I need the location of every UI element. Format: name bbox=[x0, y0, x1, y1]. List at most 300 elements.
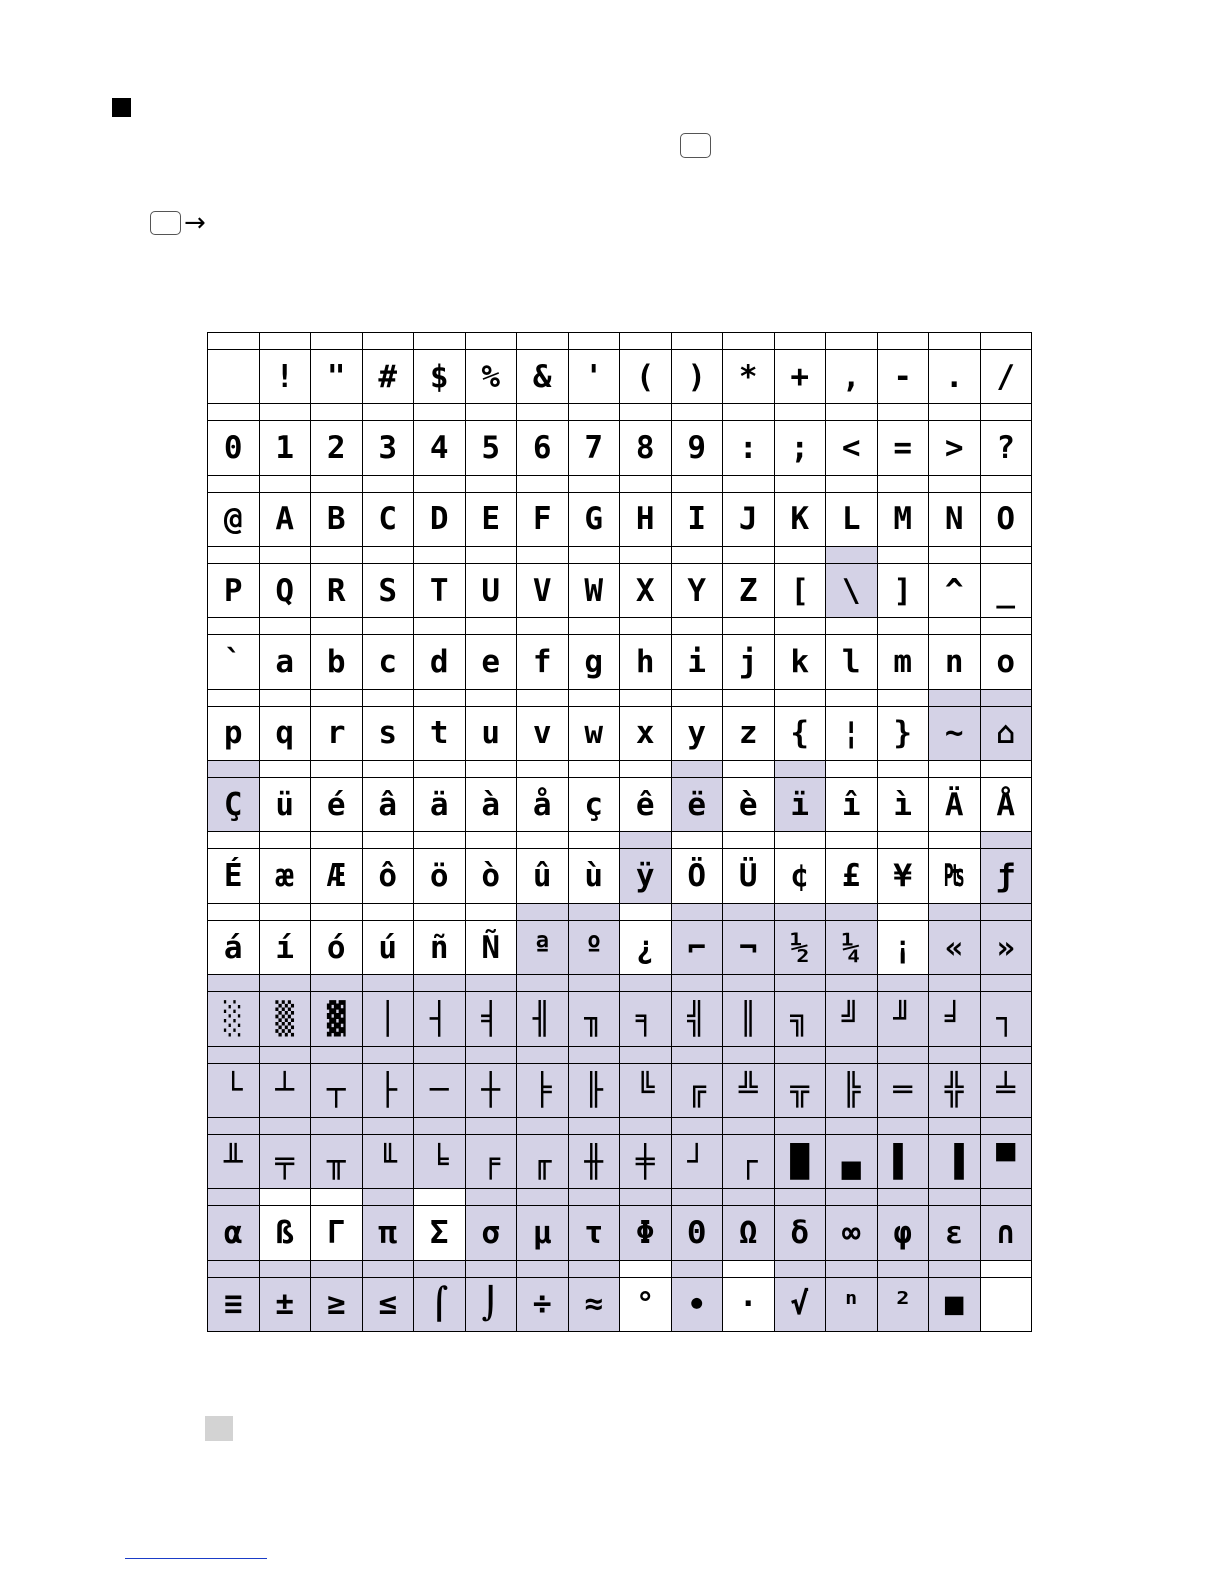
character-glyph: N bbox=[944, 501, 964, 538]
table-cell bbox=[260, 1261, 312, 1332]
table-cell bbox=[620, 1189, 672, 1260]
table-cell bbox=[981, 476, 1033, 547]
table-cell bbox=[466, 1261, 518, 1332]
table-cell bbox=[466, 404, 518, 475]
character-glyph: ┌ bbox=[738, 1143, 758, 1180]
table-cell bbox=[929, 476, 981, 547]
table-cell bbox=[208, 476, 260, 547]
table-cell bbox=[569, 333, 621, 404]
table-cell bbox=[517, 618, 569, 689]
character-glyph: # bbox=[378, 358, 398, 395]
table-cell bbox=[672, 690, 724, 761]
character-glyph: ─ bbox=[429, 1072, 449, 1109]
table-cell bbox=[981, 761, 1033, 832]
table-cell bbox=[260, 1189, 312, 1260]
table-cell bbox=[723, 547, 775, 618]
table-cell bbox=[311, 1189, 363, 1260]
table-cell bbox=[569, 476, 621, 547]
table-cell bbox=[260, 761, 312, 832]
table-cell bbox=[208, 1118, 260, 1189]
table-cell bbox=[208, 404, 260, 475]
table-cell bbox=[260, 832, 312, 903]
character-glyph: ( bbox=[635, 358, 655, 395]
character-glyph: ⌂ bbox=[996, 715, 1016, 752]
character-glyph: D bbox=[429, 501, 449, 538]
table-cell bbox=[311, 975, 363, 1046]
character-glyph: ┘ bbox=[687, 1143, 707, 1180]
table-cell bbox=[260, 476, 312, 547]
table-cell bbox=[878, 476, 930, 547]
table-cell bbox=[723, 476, 775, 547]
character-glyph: ú bbox=[378, 929, 398, 966]
character-glyph: , bbox=[841, 358, 861, 395]
character-glyph: ± bbox=[275, 1286, 295, 1323]
character-glyph: ü bbox=[275, 786, 295, 823]
character-glyph: ╔ bbox=[687, 1072, 707, 1109]
character-glyph: ║ bbox=[738, 1000, 758, 1037]
character-glyph: Φ bbox=[635, 1214, 655, 1251]
character-glyph: Å bbox=[996, 786, 1016, 823]
character-glyph: 8 bbox=[635, 430, 655, 467]
table-cell bbox=[363, 690, 415, 761]
table-cell bbox=[981, 1047, 1033, 1118]
table-cell bbox=[775, 333, 827, 404]
table-cell bbox=[260, 1047, 312, 1118]
table-cell bbox=[723, 1261, 775, 1332]
table-cell bbox=[775, 1261, 827, 1332]
character-glyph: p bbox=[223, 715, 243, 752]
character-glyph: t bbox=[429, 715, 449, 752]
table-cell bbox=[569, 975, 621, 1046]
table-cell bbox=[826, 904, 878, 975]
table-cell bbox=[878, 1189, 930, 1260]
table-cell bbox=[363, 975, 415, 1046]
character-glyph: f bbox=[532, 644, 552, 681]
table-cell bbox=[981, 1189, 1033, 1260]
character-glyph: α bbox=[223, 1214, 243, 1251]
character-glyph: ├ bbox=[378, 1072, 398, 1109]
table-cell bbox=[826, 618, 878, 689]
table-cell bbox=[414, 547, 466, 618]
character-glyph: ∙ bbox=[687, 1286, 707, 1323]
table-cell bbox=[311, 618, 363, 689]
character-glyph: í bbox=[275, 929, 295, 966]
table-cell bbox=[466, 476, 518, 547]
character-glyph: Ö bbox=[687, 858, 707, 895]
character-glyph: ╜ bbox=[893, 1000, 913, 1037]
table-cell bbox=[517, 975, 569, 1046]
table-cell bbox=[569, 618, 621, 689]
table-cell bbox=[208, 904, 260, 975]
table-cell bbox=[672, 832, 724, 903]
character-glyph: I bbox=[687, 501, 707, 538]
character-glyph: ╬ bbox=[944, 1072, 964, 1109]
character-glyph: ┬ bbox=[326, 1072, 346, 1109]
character-glyph: ¦ bbox=[841, 715, 861, 752]
character-glyph: ! bbox=[275, 358, 295, 395]
character-glyph: X bbox=[635, 572, 655, 609]
character-glyph: h bbox=[635, 644, 655, 681]
character-glyph: ê bbox=[635, 786, 655, 823]
character-glyph: ) bbox=[687, 358, 707, 395]
table-cell bbox=[363, 1118, 415, 1189]
character-glyph: E bbox=[481, 501, 501, 538]
table-cell bbox=[260, 975, 312, 1046]
table-cell bbox=[208, 547, 260, 618]
table-cell bbox=[620, 1047, 672, 1118]
character-glyph: M bbox=[893, 501, 913, 538]
table-cell bbox=[208, 1261, 260, 1332]
table-cell bbox=[723, 904, 775, 975]
table-cell bbox=[723, 1047, 775, 1118]
table-cell bbox=[723, 333, 775, 404]
character-glyph: s bbox=[378, 715, 398, 752]
character-glyph: : bbox=[738, 430, 758, 467]
table-cell bbox=[569, 1047, 621, 1118]
table-cell bbox=[311, 547, 363, 618]
character-glyph: ╛ bbox=[944, 1000, 964, 1037]
table-cell bbox=[672, 476, 724, 547]
character-glyph: ╕ bbox=[635, 1000, 655, 1037]
table-cell bbox=[826, 1118, 878, 1189]
character-glyph: ¬ bbox=[738, 929, 758, 966]
character-glyph: ╝ bbox=[841, 1000, 861, 1037]
character-glyph bbox=[208, 351, 259, 403]
character-glyph: P bbox=[223, 572, 243, 609]
character-glyph: ¥ bbox=[893, 858, 913, 895]
character-glyph: φ bbox=[893, 1214, 913, 1251]
character-glyph: _ bbox=[996, 572, 1016, 609]
character-glyph: └ bbox=[223, 1072, 243, 1109]
character-glyph: u bbox=[481, 715, 501, 752]
table-cell bbox=[672, 1189, 724, 1260]
table-cell bbox=[672, 975, 724, 1046]
table-cell bbox=[775, 1118, 827, 1189]
table-cell bbox=[672, 1261, 724, 1332]
character-glyph: É bbox=[223, 858, 243, 895]
character-glyph: + bbox=[790, 358, 810, 395]
table-cell bbox=[775, 404, 827, 475]
character-glyph: 9 bbox=[687, 430, 707, 467]
table-cell bbox=[620, 761, 672, 832]
table-cell bbox=[826, 404, 878, 475]
table-cell bbox=[723, 404, 775, 475]
table-cell bbox=[517, 476, 569, 547]
character-glyph: î bbox=[841, 786, 861, 823]
key-box-icon bbox=[150, 211, 181, 235]
character-glyph: $ bbox=[429, 358, 449, 395]
table-cell bbox=[981, 832, 1033, 903]
character-glyph: ╚ bbox=[635, 1072, 655, 1109]
table-cell bbox=[569, 547, 621, 618]
character-glyph: à bbox=[481, 786, 501, 823]
table-cell bbox=[414, 333, 466, 404]
table-cell bbox=[775, 1047, 827, 1118]
table-cell bbox=[208, 761, 260, 832]
table-cell bbox=[981, 904, 1033, 975]
table-cell bbox=[981, 618, 1033, 689]
table-cell bbox=[981, 690, 1033, 761]
table-cell bbox=[929, 1047, 981, 1118]
table-cell bbox=[826, 975, 878, 1046]
character-glyph: Ä bbox=[944, 786, 964, 823]
character-glyph: ⌠ bbox=[429, 1286, 449, 1323]
character-glyph: W bbox=[584, 572, 604, 609]
table-cell bbox=[311, 690, 363, 761]
character-glyph: j bbox=[738, 644, 758, 681]
table-cell bbox=[363, 761, 415, 832]
character-glyph: Θ bbox=[687, 1214, 707, 1251]
character-glyph: ï bbox=[790, 786, 810, 823]
table-cell bbox=[620, 333, 672, 404]
character-glyph: F bbox=[532, 501, 552, 538]
character-glyph: á bbox=[223, 929, 243, 966]
table-cell bbox=[929, 547, 981, 618]
table-cell bbox=[466, 975, 518, 1046]
table-cell bbox=[466, 618, 518, 689]
character-glyph: ▄ bbox=[841, 1143, 861, 1180]
character-glyph: & bbox=[532, 358, 552, 395]
character-glyph: ┼ bbox=[481, 1072, 501, 1109]
table-cell bbox=[981, 975, 1033, 1046]
table-cell bbox=[208, 333, 260, 404]
table-cell bbox=[311, 333, 363, 404]
table-cell bbox=[466, 832, 518, 903]
character-glyph: Ω bbox=[738, 1214, 758, 1251]
character-glyph: Ç bbox=[223, 786, 243, 823]
character-glyph: ╤ bbox=[275, 1143, 295, 1180]
character-glyph: ■ bbox=[944, 1286, 964, 1323]
table-cell bbox=[414, 1261, 466, 1332]
table-cell bbox=[311, 761, 363, 832]
character-glyph: ì bbox=[893, 786, 913, 823]
table-cell bbox=[414, 1189, 466, 1260]
character-glyph: l bbox=[841, 644, 861, 681]
table-cell bbox=[311, 832, 363, 903]
table-cell bbox=[929, 761, 981, 832]
table-cell bbox=[208, 1189, 260, 1260]
table-cell bbox=[466, 1118, 518, 1189]
character-glyph: « bbox=[944, 929, 964, 966]
character-glyph: ° bbox=[635, 1286, 655, 1323]
character-glyph: Y bbox=[687, 572, 707, 609]
table-cell bbox=[878, 761, 930, 832]
character-glyph: σ bbox=[481, 1214, 501, 1251]
character-glyph: ¼ bbox=[841, 929, 861, 966]
character-glyph: q bbox=[275, 715, 295, 752]
table-cell bbox=[414, 761, 466, 832]
character-glyph: ` bbox=[223, 644, 243, 681]
character-glyph: ₧ bbox=[944, 858, 964, 895]
table-cell bbox=[620, 690, 672, 761]
table-cell bbox=[466, 1047, 518, 1118]
character-glyph: ≈ bbox=[584, 1286, 604, 1323]
character-glyph: ╧ bbox=[996, 1072, 1016, 1109]
character-glyph: · bbox=[738, 1286, 758, 1323]
character-glyph: ╞ bbox=[532, 1072, 552, 1109]
character-glyph: > bbox=[944, 430, 964, 467]
table-cell bbox=[929, 690, 981, 761]
table-cell bbox=[517, 904, 569, 975]
table-cell bbox=[363, 832, 415, 903]
character-glyph: ù bbox=[584, 858, 604, 895]
character-glyph: \ bbox=[841, 572, 861, 609]
character-glyph: d bbox=[429, 644, 449, 681]
character-glyph: µ bbox=[532, 1214, 552, 1251]
table-cell bbox=[414, 975, 466, 1046]
character-glyph: Ü bbox=[738, 858, 758, 895]
table-cell bbox=[878, 333, 930, 404]
character-glyph: c bbox=[378, 644, 398, 681]
table-cell bbox=[569, 1261, 621, 1332]
character-glyph: z bbox=[738, 715, 758, 752]
character-glyph: æ bbox=[275, 858, 295, 895]
table-cell bbox=[826, 690, 878, 761]
character-glyph bbox=[981, 1279, 1032, 1331]
character-glyph: ░ bbox=[223, 1000, 243, 1037]
character-glyph: v bbox=[532, 715, 552, 752]
table-cell bbox=[775, 761, 827, 832]
character-glyph: J bbox=[738, 501, 758, 538]
character-glyph: â bbox=[378, 786, 398, 823]
table-cell bbox=[466, 690, 518, 761]
table-cell bbox=[981, 404, 1033, 475]
character-glyph: Q bbox=[275, 572, 295, 609]
footer-rule bbox=[125, 1558, 267, 1559]
table-cell bbox=[723, 690, 775, 761]
table-cell bbox=[672, 618, 724, 689]
character-glyph: y bbox=[687, 715, 707, 752]
character-glyph: ª bbox=[532, 929, 552, 966]
table-cell bbox=[517, 690, 569, 761]
character-glyph: τ bbox=[584, 1214, 604, 1251]
table-cell bbox=[826, 1261, 878, 1332]
table-cell bbox=[311, 404, 363, 475]
character-glyph: │ bbox=[378, 1000, 398, 1037]
table-cell bbox=[826, 761, 878, 832]
character-glyph: ╦ bbox=[790, 1072, 810, 1109]
character-glyph: k bbox=[790, 644, 810, 681]
character-glyph: % bbox=[481, 358, 501, 395]
table-cell bbox=[723, 761, 775, 832]
table-cell bbox=[466, 547, 518, 618]
character-glyph: e bbox=[481, 644, 501, 681]
character-glyph: g bbox=[584, 644, 604, 681]
character-glyph: H bbox=[635, 501, 655, 538]
table-cell bbox=[723, 1189, 775, 1260]
character-glyph: å bbox=[532, 786, 552, 823]
table-cell bbox=[517, 1189, 569, 1260]
table-cell bbox=[826, 832, 878, 903]
table-cell bbox=[208, 1047, 260, 1118]
table-cell bbox=[569, 1189, 621, 1260]
character-glyph: ä bbox=[429, 786, 449, 823]
table-cell bbox=[260, 333, 312, 404]
character-glyph: ╙ bbox=[378, 1143, 398, 1180]
table-cell bbox=[466, 1189, 518, 1260]
table-cell bbox=[517, 1047, 569, 1118]
table-cell bbox=[260, 404, 312, 475]
character-glyph: ┴ bbox=[275, 1072, 295, 1109]
character-glyph: " bbox=[326, 358, 346, 395]
character-glyph: ╣ bbox=[687, 1000, 707, 1037]
character-glyph: { bbox=[790, 715, 810, 752]
table-cell bbox=[878, 404, 930, 475]
table-cell bbox=[517, 832, 569, 903]
character-glyph: █ bbox=[790, 1143, 810, 1180]
character-glyph: G bbox=[584, 501, 604, 538]
table-cell bbox=[620, 1261, 672, 1332]
character-glyph: ò bbox=[481, 858, 501, 895]
character-glyph: ë bbox=[687, 786, 707, 823]
character-glyph: S bbox=[378, 572, 398, 609]
character-glyph: ╓ bbox=[532, 1143, 552, 1180]
character-glyph: » bbox=[996, 929, 1016, 966]
table-cell bbox=[414, 618, 466, 689]
character-glyph: ╢ bbox=[532, 1000, 552, 1037]
table-cell bbox=[929, 1261, 981, 1332]
character-glyph: ƒ bbox=[996, 858, 1016, 895]
character-glyph: ∞ bbox=[841, 1214, 861, 1251]
table-cell bbox=[929, 975, 981, 1046]
table-cell bbox=[826, 1189, 878, 1260]
table-cell bbox=[517, 761, 569, 832]
table-cell bbox=[414, 904, 466, 975]
table-cell bbox=[878, 618, 930, 689]
table-cell bbox=[620, 618, 672, 689]
character-glyph: ÷ bbox=[532, 1286, 552, 1323]
table-cell bbox=[517, 547, 569, 618]
table-cell bbox=[981, 547, 1033, 618]
table-cell bbox=[414, 404, 466, 475]
character-glyph: w bbox=[584, 715, 604, 752]
table-cell bbox=[620, 975, 672, 1046]
character-glyph: ε bbox=[944, 1214, 964, 1251]
character-glyph: O bbox=[996, 501, 1016, 538]
character-glyph: ^ bbox=[944, 572, 964, 609]
table-cell bbox=[826, 476, 878, 547]
table-cell bbox=[208, 618, 260, 689]
table-cell bbox=[929, 618, 981, 689]
character-glyph: ô bbox=[378, 858, 398, 895]
character-glyph: V bbox=[532, 572, 552, 609]
character-glyph: / bbox=[996, 358, 1016, 395]
table-cell bbox=[620, 404, 672, 475]
character-glyph: ½ bbox=[790, 929, 810, 966]
character-glyph: 4 bbox=[429, 430, 449, 467]
table-cell bbox=[929, 1189, 981, 1260]
table-cell bbox=[723, 832, 775, 903]
character-glyph: a bbox=[275, 644, 295, 681]
character-glyph: 3 bbox=[378, 430, 398, 467]
character-glyph: m bbox=[893, 644, 913, 681]
character-glyph: ⌡ bbox=[481, 1286, 501, 1323]
table-cell bbox=[929, 904, 981, 975]
character-glyph: b bbox=[326, 644, 346, 681]
character-glyph: o bbox=[996, 644, 1016, 681]
table-cell bbox=[878, 1261, 930, 1332]
table-cell bbox=[878, 904, 930, 975]
table-cell bbox=[929, 404, 981, 475]
table-cell bbox=[311, 904, 363, 975]
table-cell bbox=[569, 1118, 621, 1189]
table-cell bbox=[363, 1189, 415, 1260]
table-cell bbox=[775, 547, 827, 618]
table-cell bbox=[826, 333, 878, 404]
table-cell bbox=[208, 690, 260, 761]
table-cell bbox=[260, 618, 312, 689]
character-glyph: ' bbox=[584, 358, 604, 395]
